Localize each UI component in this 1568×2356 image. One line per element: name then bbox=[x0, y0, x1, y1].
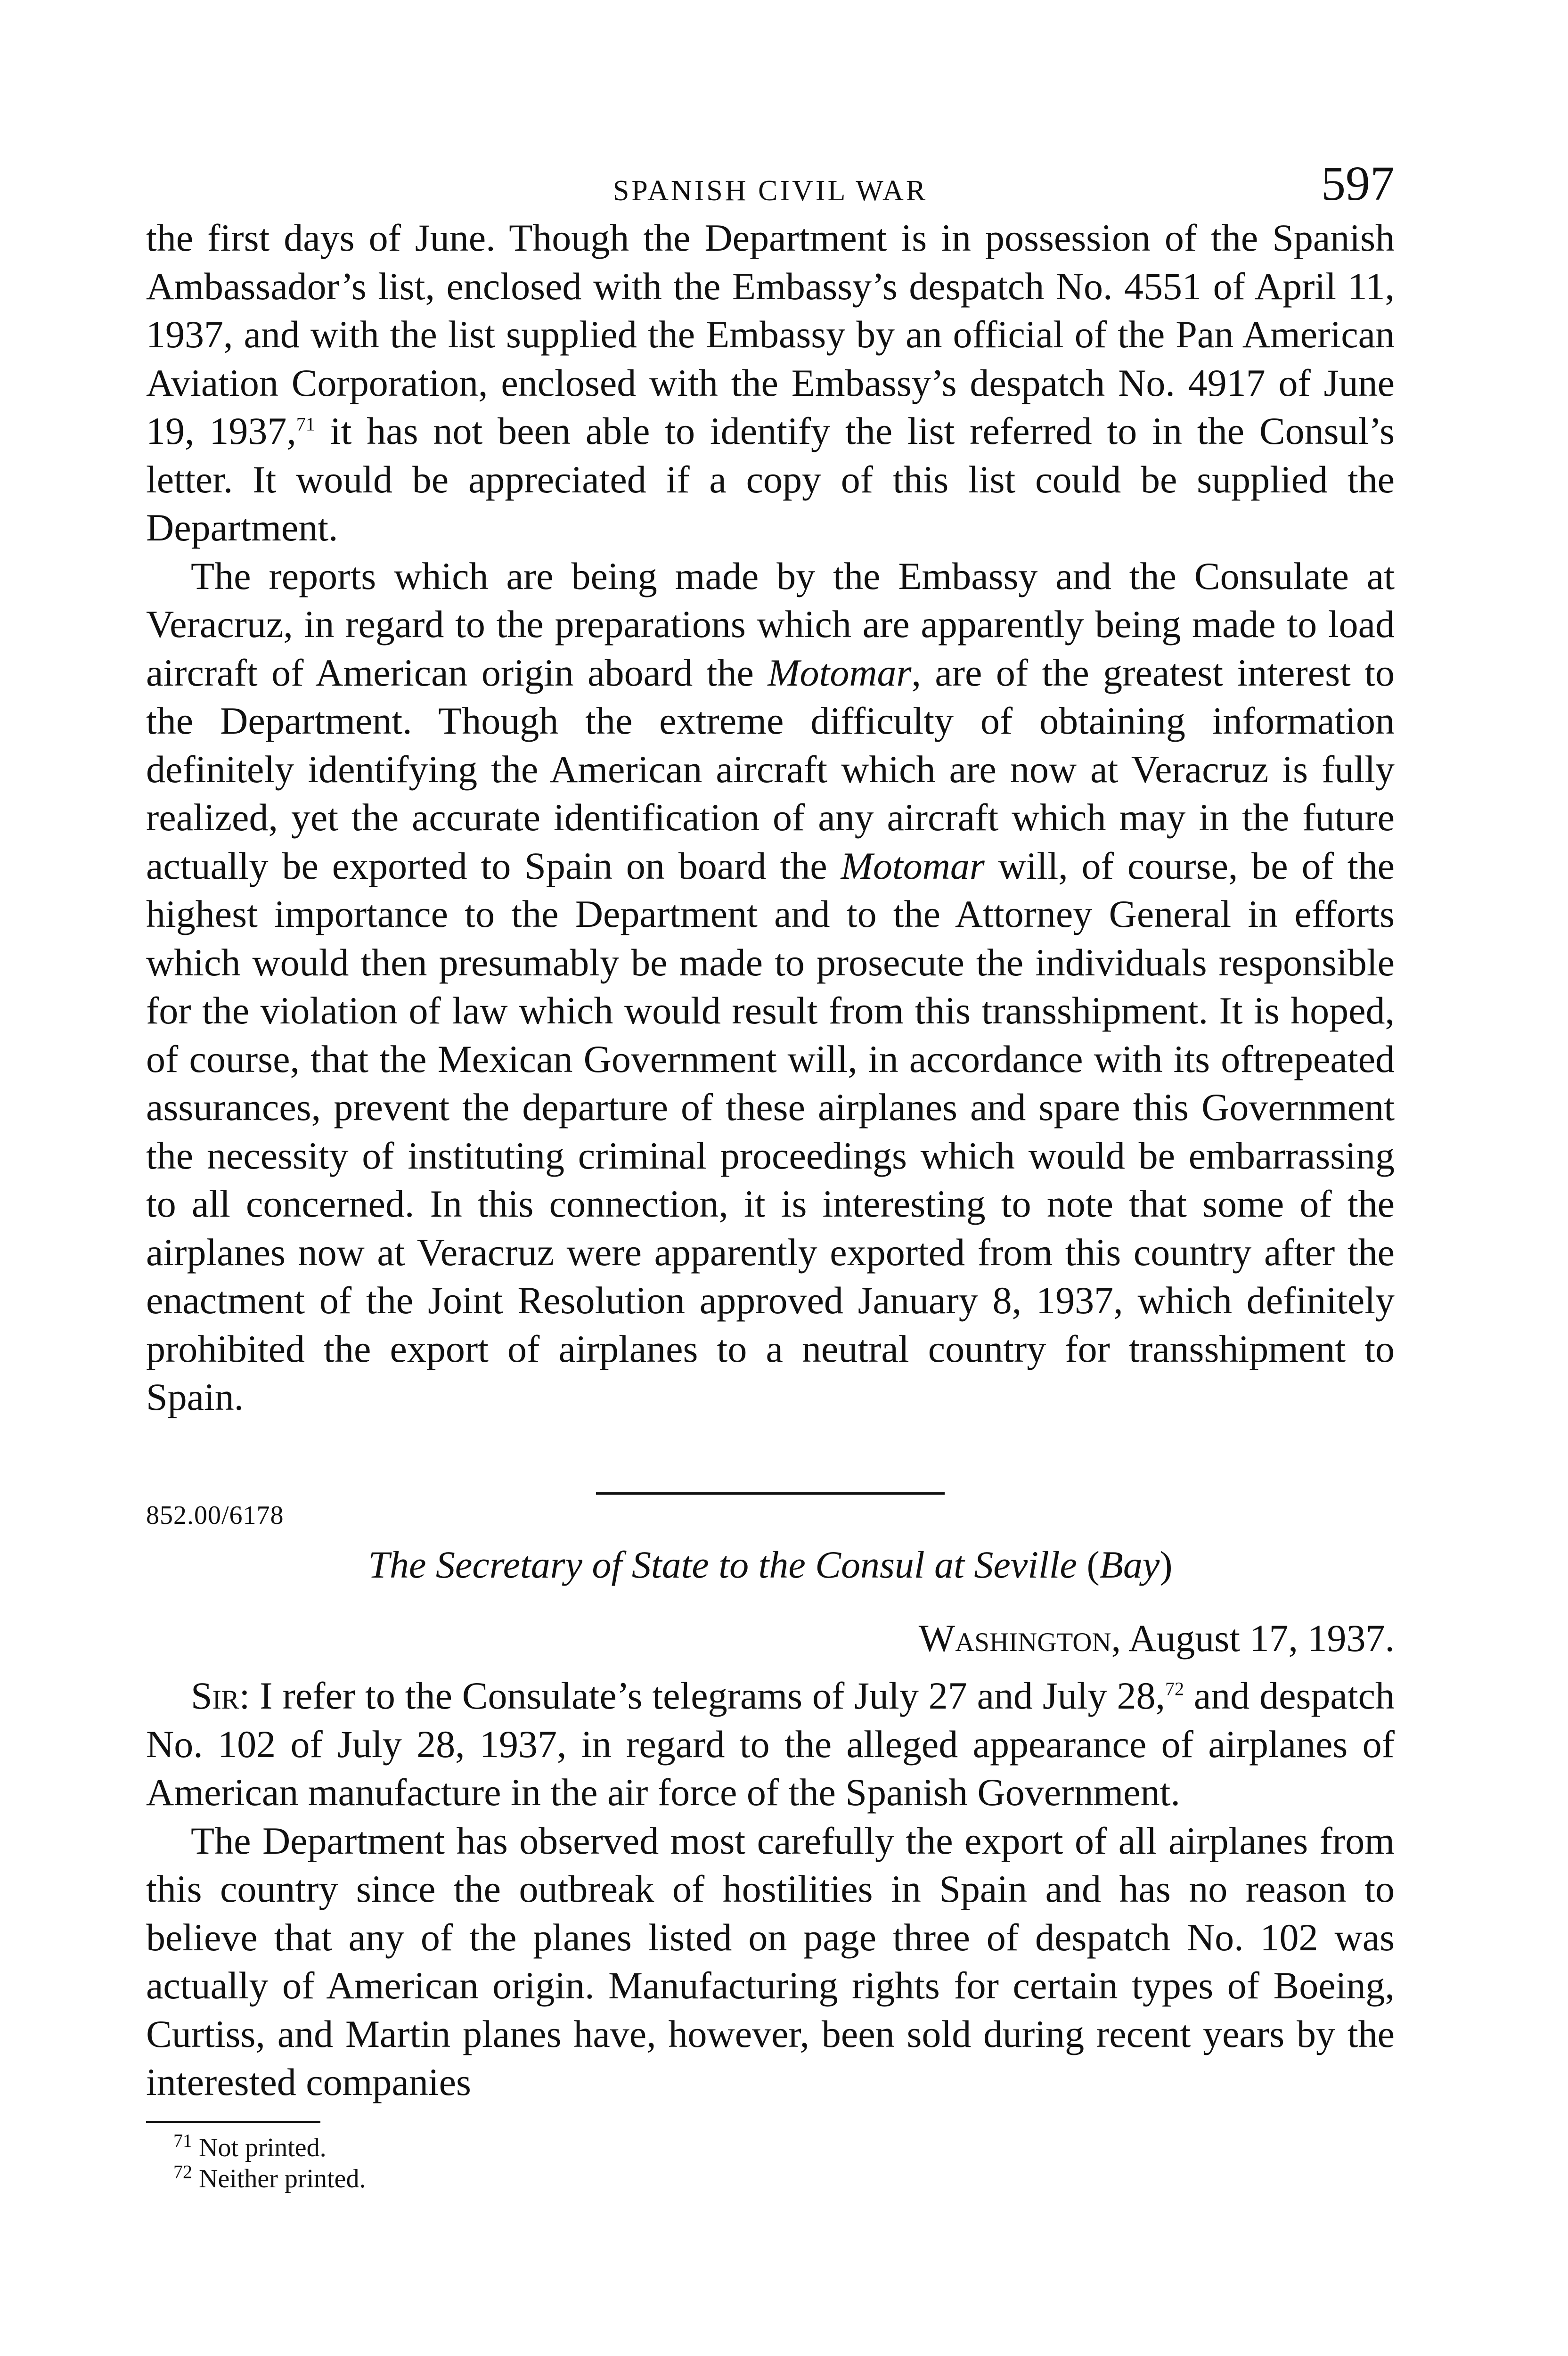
footnote-reference: 72 bbox=[1165, 1678, 1184, 1700]
document-heading bbox=[146, 1543, 1395, 1587]
footnotes bbox=[146, 2129, 1395, 2194]
ship-name: Motomar bbox=[841, 844, 985, 887]
footnote-mark: 71 bbox=[173, 2129, 192, 2151]
footnote-divider bbox=[146, 2121, 320, 2123]
footnote-text: Not printed. bbox=[199, 2133, 327, 2162]
running-title: SPANISH CIVIL WAR bbox=[612, 175, 928, 207]
file-number: 852.00/6178 bbox=[146, 1500, 284, 1530]
paragraph-text: it has not been able to identify the list referred to in the Consul’s letter. It would be appreciated if a copy of this list could be supplied the Department. bbox=[146, 409, 1395, 549]
book-page bbox=[146, 155, 1395, 2194]
running-head bbox=[146, 155, 1395, 211]
heading-text: The Secretary of State to the Consul at Seville bbox=[368, 1543, 1077, 1586]
footnote bbox=[146, 2160, 1395, 2194]
heading-paren: ( bbox=[1086, 1543, 1100, 1586]
paragraph-text: The reports which are being made by the Embassy and the Consulate at Veracruz, in regard to the preparations which are apparently being made to load aircraft of American origin aboard the bbox=[146, 554, 1395, 694]
footnote-reference: 71 bbox=[296, 413, 315, 435]
place: Washington bbox=[918, 1616, 1111, 1660]
letter-paragraph bbox=[146, 1817, 1395, 2107]
paragraph-text: The Department has observed most carefully the export of all airplanes from this country since the outbreak of hostilities in Spain and has no reason to believe that any of the planes listed on page three of despatch No. 102 was actually of American origin. Manufacturing rights for certain types of Boeing, Curtiss, and Martin planes have, however, been sold during recent years by the interested companies bbox=[146, 1819, 1395, 2103]
letter-paragraph bbox=[146, 1672, 1395, 1817]
section-divider bbox=[596, 1492, 945, 1495]
paragraph-text: : I refer to the Consulate’s telegrams of July 27 and July 28, bbox=[239, 1674, 1165, 1717]
date: , August 17, 1937. bbox=[1111, 1616, 1395, 1660]
footnote-text: Neither printed. bbox=[199, 2164, 366, 2193]
paragraph-text: the first days of June. Though the Department is in possession of the Spanish Ambassador’s list, enclosed with the Embassy’s despatch No. 4551 of April 11, 1937, and with the list supplied the Embassy by an official of the Pan American Aviation Corporation, enclosed with the Embassy’s despatch No. 4917 of June 19, 1937, bbox=[146, 216, 1395, 452]
salutation: Sir bbox=[191, 1674, 239, 1717]
paragraph-text: and despatch No. 102 of July 28, 1937, in regard to the alleged appearance of airplanes of American manufacture in the air force of the Spanish Government. bbox=[146, 1674, 1395, 1814]
ship-name: Motomar bbox=[768, 651, 912, 694]
footnote bbox=[146, 2129, 1395, 2163]
heading-paren: ) bbox=[1160, 1543, 1173, 1586]
page-number: 597 bbox=[1321, 156, 1395, 211]
paragraph-text: , are of the greatest interest to the Department. Though the extreme difficulty of obtaining information definitely identifying the American aircraft which are now at Veracruz is fully realized, yet the accurate identification of any aircraft which may in the future actually be exported to Spain on board the bbox=[146, 651, 1395, 887]
body-paragraph bbox=[146, 552, 1395, 1422]
place-date-line bbox=[146, 1614, 1395, 1663]
continued-paragraph bbox=[146, 214, 1395, 552]
paragraph-text: will, of course, be of the highest importance to the Department and to the Attorney General in efforts which would then presumably be made to prosecute the individuals responsible for the violation of law which would result from this transshipment. It is hoped, of course, that the Mexican Government will, in accordance with its oftrepeated assurances, prevent the departure of these airplanes and spare this Government the necessity of instituting criminal proceedings which would be embarrassing to all concerned. In this connection, it is interesting to note that some of the airplanes now at Veracruz were apparently exported from this country after the enactment of the Joint Resolution approved January 8, 1937, which definitely prohibited the export of airplanes to a neutral country for transshipment to Spain. bbox=[146, 844, 1395, 1418]
heading-recipient: Bay bbox=[1099, 1543, 1160, 1586]
footnote-mark: 72 bbox=[173, 2160, 192, 2182]
